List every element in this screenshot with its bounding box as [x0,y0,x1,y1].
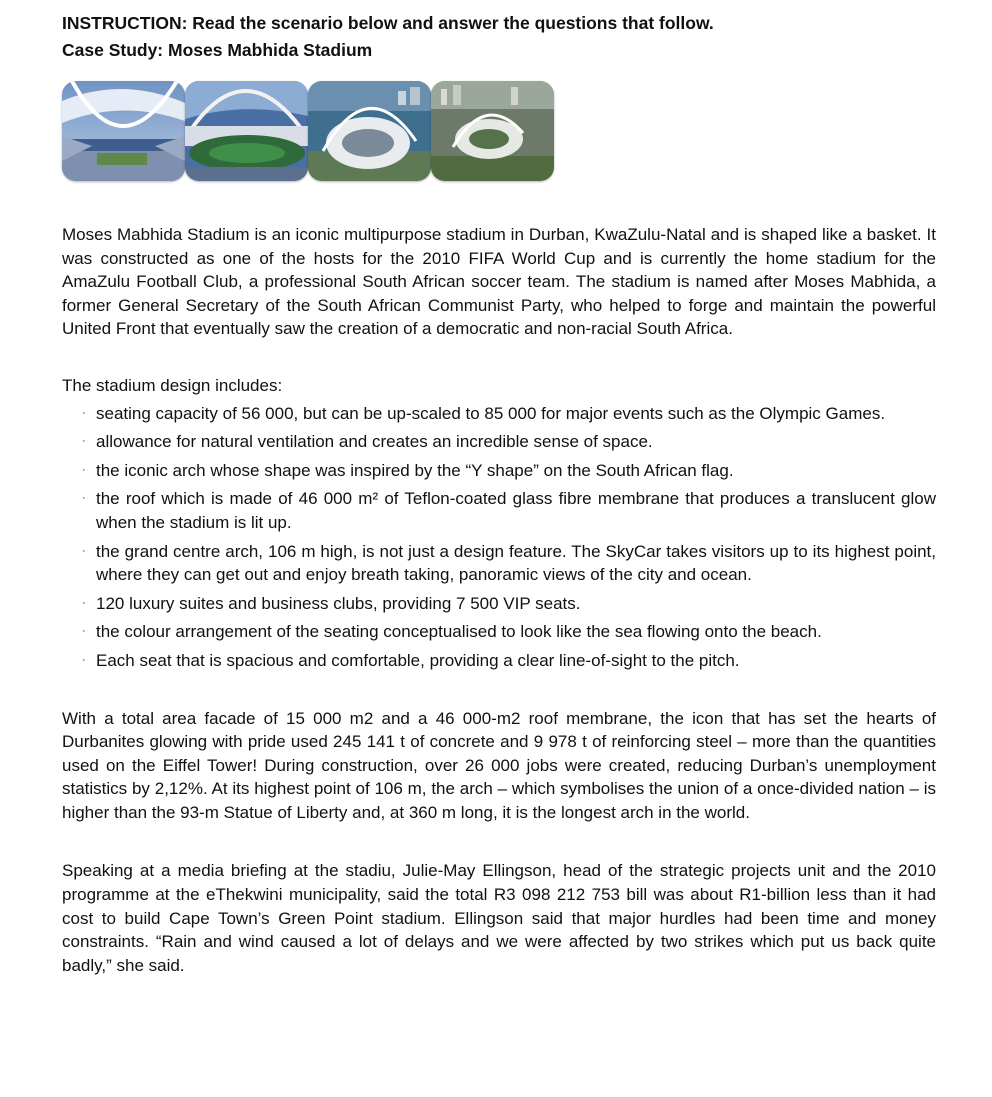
stadium-city-aerial-photo [431,81,554,181]
stadium-interior-photo [62,81,185,181]
stadium-arch-photo [185,81,308,181]
bullet-icon: · [82,492,86,505]
bullet-icon: · [82,435,86,448]
list-item: · seating capacity of 56 000, but can be up-scaled to 85 000 for major events such as the Olympic Games. [62,402,936,426]
facts-paragraph: With a total area facade of 15 000 m2 and a 46 000-m2 roof membrane, the icon that has set the hearts of Durbanites glowing with pride used 245 141 t of concrete and 9 978 t of reinforcing steel – more than the quantities used on the Eiffel Tower! During construction, over 26 000 jobs were created, reducing Durban’s unemployment statistics by 2,12%. At its highest point of 106 m, the arch – which symbolises the union of a once-divided nation – is higher than the 93-m Statue of Liberty and, at 360 m long, it is the longest arch in the world. [62,708,936,822]
list-item: · the iconic arch whose shape was inspired by the “Y shape” on the South African flag. [62,459,936,483]
list-item: · 120 luxury suites and business clubs, providing 7 500 VIP seats. [62,592,936,616]
bullet-icon: · [82,406,86,419]
bullet-icon: · [82,596,86,609]
list-item: · the roof which is made of 46 000 m² of Teflon-coated glass fibre membrane that produces a translucent glow when the stadium is lit up. [82,489,936,532]
bullet-icon: · [82,625,86,638]
list-item: · the grand centre arch, 106 m high, is not just a design feature. The SkyCar takes visitors up to its highest point, where they can get out and enjoy breath taking, panoramic views of the city and ocean. [82,541,936,585]
document-page [62,10,936,977]
bullet-icon: · [82,653,86,666]
list-item: · the colour arrangement of the seating conceptualised to look like the sea flowing onto the beach. [62,620,936,644]
design-list [62,402,936,673]
list-item: · Each seat that is spacious and comfortable, providing a clear line-of-sight to the pitch. [62,649,936,673]
stadium-photo-strip [62,81,554,181]
bullet-icon: · [82,463,86,476]
bullet-icon: · [82,544,86,557]
case-study-title: Case Study: Moses Mabhida Stadium [62,40,373,60]
design-lead: The stadium design includes: [62,375,283,395]
list-item: · allowance for natural ventilation and creates an incredible sense of space. [62,430,936,454]
stadium-aerial-photo [308,81,431,181]
intro-paragraph: Moses Mabhida Stadium is an iconic multipurpose stadium in Durban, KwaZulu-Natal and is shaped like a basket. It was constructed as one of the hosts for the 2010 FIFA World Cup and is currently the home stadium for the AmaZulu Football Club, a professional South African soccer team. The stadium is named after Moses Mabhida, a former General Secretary of the South African Communist Party, who helped to forge and maintain the powerful United Front that eventually saw the creation of a democratic and non-racial South Africa. [62,225,936,339]
briefing-paragraph: Speaking at a media briefing at the stadiu, Julie-May Ellingson, head of the strategic projects unit and the 2010 programme at the eThekwini municipality, said the total R3 098 212 753 bill was about R1-billion less than it had cost to build Cape Town’s Green Point stadium. Ellingson said that major hurdles had been time and money constraints. “Rain and wind caused a lot of delays and we were affected by two strikes which put us back quite badly,” she said. [62,861,936,975]
instruction-heading: INSTRUCTION: Read the scenario below and answer the questions that follow. [62,13,714,33]
